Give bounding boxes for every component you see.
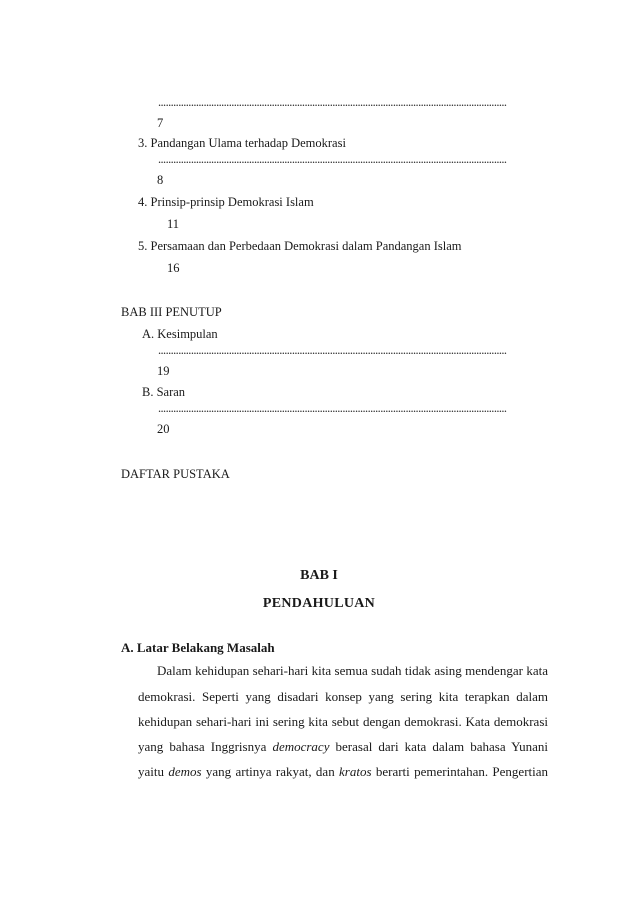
italic-term: demos <box>168 764 202 779</box>
toc-page-number: 7 <box>157 116 164 130</box>
dot-leader: .......................................................................................................................................... <box>158 152 507 166</box>
body-paragraph-line: yang bahasa Inggrisnya democracy berasal dari kata dalam bahasa Yunani <box>138 739 548 754</box>
toc-item-prinsip-demokrasi: 4. Prinsip-prinsip Demokrasi Islam <box>138 195 314 209</box>
chapter-number: BAB I <box>300 568 338 583</box>
body-paragraph-line: Dalam kehidupan sehari-hari kita semua sudah tidak asing mendengar kata <box>157 663 548 678</box>
toc-page-number: 19 <box>157 364 170 378</box>
dot-leader: .......................................................................................................................................... <box>158 343 507 357</box>
italic-term: democracy <box>272 739 330 754</box>
toc-chapter-bab3: BAB III PENUTUP <box>121 305 222 319</box>
body-paragraph-line: yaitu demos yang artinya rakyat, dan kratos berarti pemerintahan. Pengertian <box>138 764 549 779</box>
section-heading: A. Latar Belakang Masalah <box>121 640 275 655</box>
dot-leader: .......................................................................................................................................... <box>158 95 507 109</box>
italic-term: kratos <box>339 764 372 779</box>
toc-page-number: 11 <box>167 217 180 231</box>
body-paragraph-line: demokrasi. Seperti yang disadari konsep yang sering kita terapkan dalam <box>138 689 548 704</box>
body-paragraph-line: kehidupan sehari-hari ini sering kita sebut dengan demokrasi. Kata demokrasi <box>138 714 548 729</box>
toc-item-kesimpulan: A. Kesimpulan <box>142 327 218 341</box>
toc-page-number: 20 <box>157 422 170 436</box>
dot-leader: .......................................................................................................................................... <box>158 401 507 415</box>
toc-item-pandangan-ulama: 3. Pandangan Ulama terhadap Demokrasi <box>138 136 346 150</box>
toc-item-saran: B. Saran <box>142 385 186 399</box>
chapter-title: PENDAHULUAN <box>262 596 376 611</box>
toc-daftar-pustaka: DAFTAR PUSTAKA <box>121 467 230 481</box>
toc-item-persamaan-perbedaan: 5. Persamaan dan Perbedaan Demokrasi dalam Pandangan Islam <box>138 239 462 253</box>
toc-page-number: 8 <box>157 173 164 187</box>
toc-page-number: 16 <box>167 261 180 275</box>
